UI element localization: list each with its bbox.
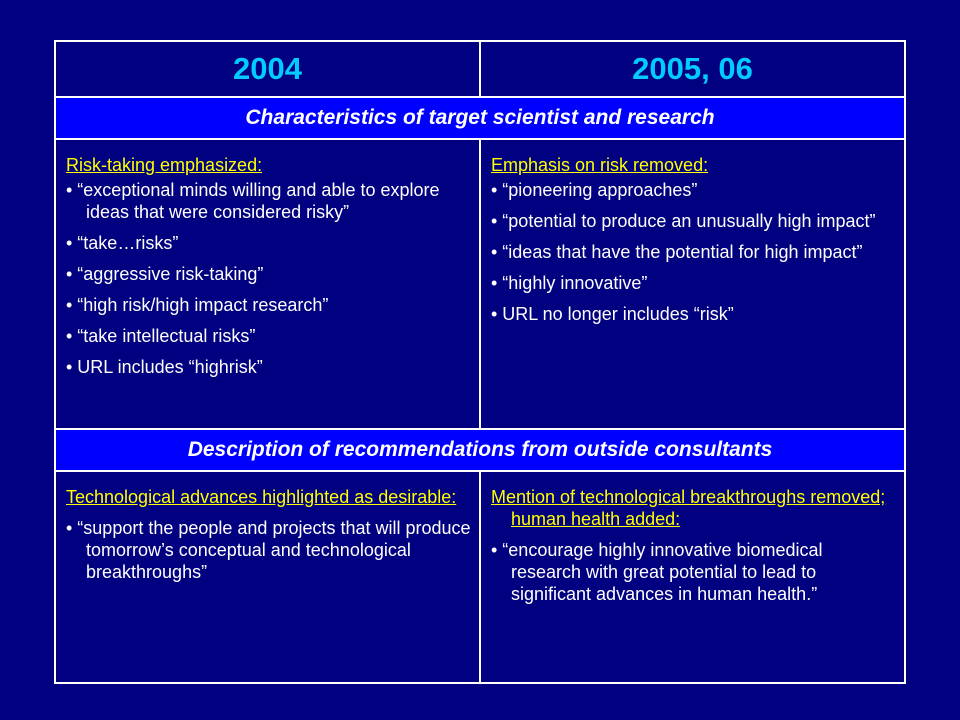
comparison-table — [54, 40, 906, 684]
section-title-characteristics: Characteristics of target scientist and research — [55, 97, 905, 139]
list-item: • “potential to produce an unusually high impact” — [491, 211, 876, 231]
list-item: • “support the people and projects that will produce tomorrow’s conceptual and technological breakthroughs” — [66, 518, 471, 582]
list-item: • URL includes “highrisk” — [66, 357, 263, 377]
characteristics-2005-heading: Emphasis on risk removed: — [491, 155, 709, 175]
list-item: • “aggressive risk-taking” — [66, 264, 264, 284]
characteristics-row — [55, 139, 905, 429]
recommendations-row — [55, 471, 905, 683]
list-item: • “highly innovative” — [491, 273, 648, 293]
list-item: • “ideas that have the potential for high impact” — [491, 242, 863, 262]
section-title-recommendations: Description of recommendations from outside consultants — [55, 429, 905, 471]
characteristics-2005-cell — [480, 139, 905, 429]
list-item: • URL no longer includes “risk” — [491, 304, 734, 324]
recommendations-2005-cell — [480, 471, 905, 683]
list-item: • “pioneering approaches” — [491, 180, 698, 200]
recommendations-2005-heading: Mention of technological breakthroughs removed; human health added: — [491, 487, 886, 529]
header-2004: 2004 — [55, 41, 480, 97]
section-row-recommendations — [55, 429, 905, 471]
section-row-characteristics — [55, 97, 905, 139]
list-item: • “take intellectual risks” — [66, 326, 256, 346]
list-item: • “encourage highly innovative biomedical research with great potential to lead to significant advances in human health.” — [491, 540, 823, 604]
characteristics-2004-cell — [55, 139, 480, 429]
recommendations-2004-heading: Technological advances highlighted as desirable: — [66, 487, 457, 507]
header-2005-06: 2005, 06 — [480, 41, 905, 97]
characteristics-2004-heading: Risk-taking emphasized: — [66, 155, 263, 175]
recommendations-2004-cell — [55, 471, 480, 683]
list-item: • “take…risks” — [66, 233, 179, 253]
header-row — [55, 41, 905, 97]
list-item: • “exceptional minds willing and able to explore ideas that were considered risky” — [66, 180, 440, 222]
list-item: • “high risk/high impact research” — [66, 295, 329, 315]
